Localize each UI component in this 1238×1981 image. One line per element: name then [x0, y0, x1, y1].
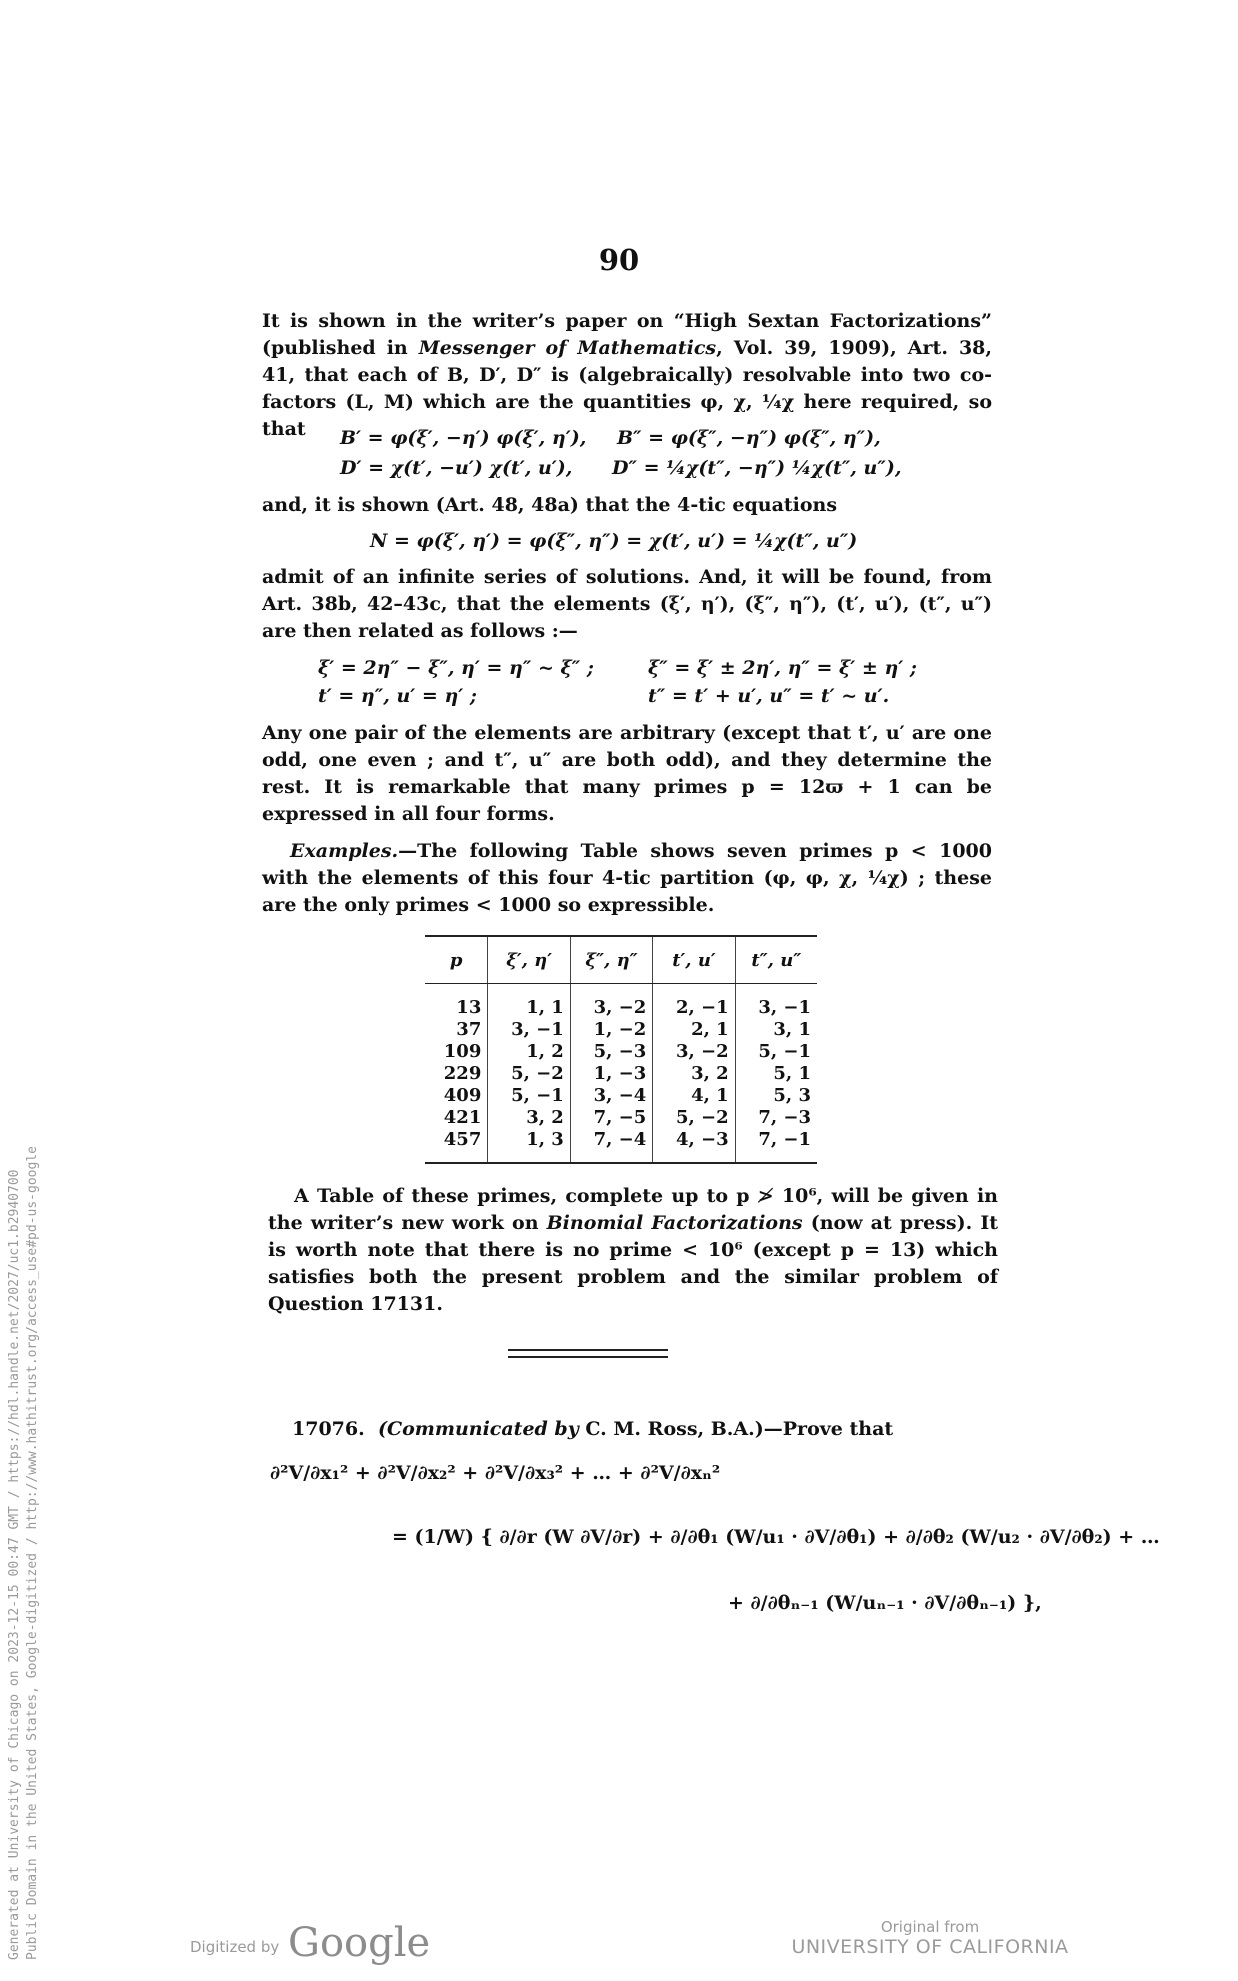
- digitized-by-label: Digitized by: [190, 1938, 280, 1956]
- cell: 409: [443, 1084, 482, 1106]
- table-row: [425, 1106, 817, 1128]
- cell: 5, −3: [570, 1040, 652, 1062]
- original-from-block: [790, 1918, 1070, 1958]
- cell: 3, −2: [653, 1040, 735, 1062]
- table-row: [425, 1040, 817, 1062]
- cell: 13: [456, 996, 482, 1018]
- cell: 7, −4: [570, 1128, 652, 1150]
- section-divider-bottom: [508, 1356, 668, 1358]
- cell: 3, −4: [570, 1084, 652, 1106]
- paragraph-arbitrary: Any one pair of the elements are arbitrary (except that t′, u′ are one odd, one even ; and t″, u″ are both odd), and they determine the rest. It is remarkable that many primes p = 12ϖ + 1 can be expressed in all four forms.: [262, 722, 992, 825]
- cell: 7, −5: [570, 1106, 652, 1128]
- equation-b-double-prime: B″ = φ(ξ″, −η″) φ(ξ″, η″),: [617, 427, 881, 449]
- cell: 2, −1: [653, 996, 735, 1018]
- cell: 5, −2: [488, 1062, 570, 1084]
- header-t-u-double-prime: t″, u″: [735, 936, 817, 984]
- cell: 2, 1: [653, 1018, 735, 1040]
- paragraph-table-note: [268, 1183, 998, 1318]
- relation-t-prime: t′ = η″, u′ = η′ ;: [318, 685, 477, 707]
- paragraph-solutions: admit of an infinite series of solutions. And, it will be found, from Art. 38b, 42–43c, that the elements (ξ′, η′), (ξ″, η″), (t′, u′), (t″, u″) are then related as follows :—: [262, 566, 992, 642]
- equation-N: N = φ(ξ′, η′) = φ(ξ″, η″) = χ(t′, u′) = ¼χ(t″, u″): [370, 530, 858, 552]
- cell: 1, 2: [488, 1040, 570, 1062]
- stamp-line-1: Generated at University of Chicago on 2023-12-15 00:47 GMT / https://hdl.handle.net/2027/uc1.b2940700: [7, 1169, 22, 1960]
- table-row: [425, 996, 817, 1018]
- question-number: 17076.: [292, 1418, 365, 1440]
- cell: 7, −3: [735, 1106, 817, 1128]
- equation-b-prime: B′ = φ(ξ′, −η′) φ(ξ′, η′),: [340, 427, 587, 449]
- header-t-u-prime: t′, u′: [653, 936, 735, 984]
- primes-table: [425, 935, 817, 1164]
- original-from-label: Original from: [880, 1918, 980, 1936]
- cell: 3, 2: [488, 1106, 570, 1128]
- header-xi-eta-double-prime: ξ″, η″: [570, 936, 652, 984]
- section-divider-top: [508, 1349, 668, 1351]
- hathitrust-stamp: [6, 960, 42, 1960]
- google-logo: Google: [288, 1920, 431, 1966]
- relation-xi-double-prime: ξ″ = ξ′ ± 2η′, η″ = ξ′ ± η′ ;: [648, 657, 917, 679]
- cell: 37: [456, 1018, 482, 1040]
- cell: 1, 1: [488, 996, 570, 1018]
- stamp-line-2: Public Domain in the United States, Google-digitized / http://www.hathitrust.org/access_use#pd-us-google: [25, 1146, 40, 1960]
- examples-label: Examples.: [290, 840, 399, 862]
- cell: 5, −1: [488, 1084, 570, 1106]
- cell: 3, −1: [488, 1018, 570, 1040]
- equation-d-double-prime: D″ = ¼χ(t″, −η″) ¼χ(t″, u″),: [612, 457, 902, 479]
- intro-text-b: , Vol. 39, 1909), Art. 38, 41, that each of B, D′, D″ is (algebraically) resolvable into two co-factors (L, M) which are the quantities φ, χ, ¼χ here required, so that: [262, 337, 992, 440]
- laplacian-polar-form: = (1/W) { ∂/∂r (W ∂V/∂r) + ∂/∂θ₁ (W/u₁ · ∂V/∂θ₁) + ∂/∂θ₂ (W/u₂ · ∂V/∂θ₂) + …: [392, 1526, 1160, 1548]
- relation-xi-prime: ξ′ = 2η″ − ξ″, η′ = η″ ~ ξ″ ;: [318, 657, 594, 679]
- table-row: [425, 1084, 817, 1106]
- cell: 1, −3: [570, 1062, 652, 1084]
- journal-title: Messenger of Mathematics: [418, 337, 717, 359]
- communicated-by: (Communicated by: [377, 1418, 579, 1440]
- laplacian-sum: ∂²V/∂x₁² + ∂²V/∂x₂² + ∂²V/∂x₃² + … + ∂²V/∂xₙ²: [270, 1462, 721, 1484]
- intro-text-a: It is shown in the writer’s paper on “High Sextan Factorizations” (published in: [262, 310, 992, 359]
- table-row: [425, 1062, 817, 1084]
- laplacian-last-term: + ∂/∂θₙ₋₁ (W/uₙ₋₁ · ∂V/∂θₙ₋₁) },: [728, 1592, 1042, 1614]
- paragraph-4tic-intro: and, it is shown (Art. 48, 48a) that the 4-tic equations: [262, 494, 838, 516]
- cell: 5, 3: [735, 1084, 817, 1106]
- cell: 5, 1: [735, 1062, 817, 1084]
- examples-text: —The following Table shows seven primes p < 1000 with the elements of this four 4-tic partition (φ, φ, χ, ¼χ) ; these are the only primes < 1000 so expressible.: [262, 840, 992, 916]
- cell: 457: [443, 1128, 482, 1150]
- cell: 5, −2: [653, 1106, 735, 1128]
- cell: 1, −2: [570, 1018, 652, 1040]
- question-heading: [292, 1416, 992, 1443]
- cell: 5, −1: [735, 1040, 817, 1062]
- page-number: 90: [598, 243, 640, 277]
- cell: 4, 1: [653, 1084, 735, 1106]
- header-xi-eta-prime: ξ′, η′: [488, 936, 570, 984]
- cell: 421: [443, 1106, 482, 1128]
- cell: 1, 3: [488, 1128, 570, 1150]
- table-header-row: [425, 936, 817, 984]
- institution-name: UNIVERSITY OF CALIFORNIA: [791, 1936, 1069, 1958]
- paragraph-intro: [262, 308, 992, 443]
- header-p: p: [425, 936, 488, 984]
- cell: 229: [443, 1062, 482, 1084]
- paragraph-examples: [262, 838, 992, 919]
- cell: 4, −3: [653, 1128, 735, 1150]
- table-row: [425, 1128, 817, 1150]
- table-row: [425, 1018, 817, 1040]
- cell: 3, 2: [653, 1062, 735, 1084]
- cell: 3, −2: [570, 996, 652, 1018]
- question-author: C. M. Ross, B.A.)—Prove that: [578, 1418, 894, 1440]
- cell: 7, −1: [735, 1128, 817, 1150]
- book-title: Binomial Factorizations: [546, 1212, 803, 1234]
- note-text-a: A Table of these primes, complete up to p ≯ 10⁶, will be given in the writer’s new work on: [268, 1185, 998, 1234]
- equation-d-prime: D′ = χ(t′, −u′) χ(t′, u′),: [340, 457, 573, 479]
- relation-t-double-prime: t″ = t′ + u′, u″ = t′ ~ u′.: [648, 685, 890, 707]
- cell: 109: [443, 1040, 482, 1062]
- cell: 3, −1: [735, 996, 817, 1018]
- note-text-b: (now at press). It is worth note that there is no prime < 10⁶ (except p = 13) which satisfies both the present problem and the similar problem of Question 17131.: [268, 1212, 998, 1315]
- cell: 3, 1: [735, 1018, 817, 1040]
